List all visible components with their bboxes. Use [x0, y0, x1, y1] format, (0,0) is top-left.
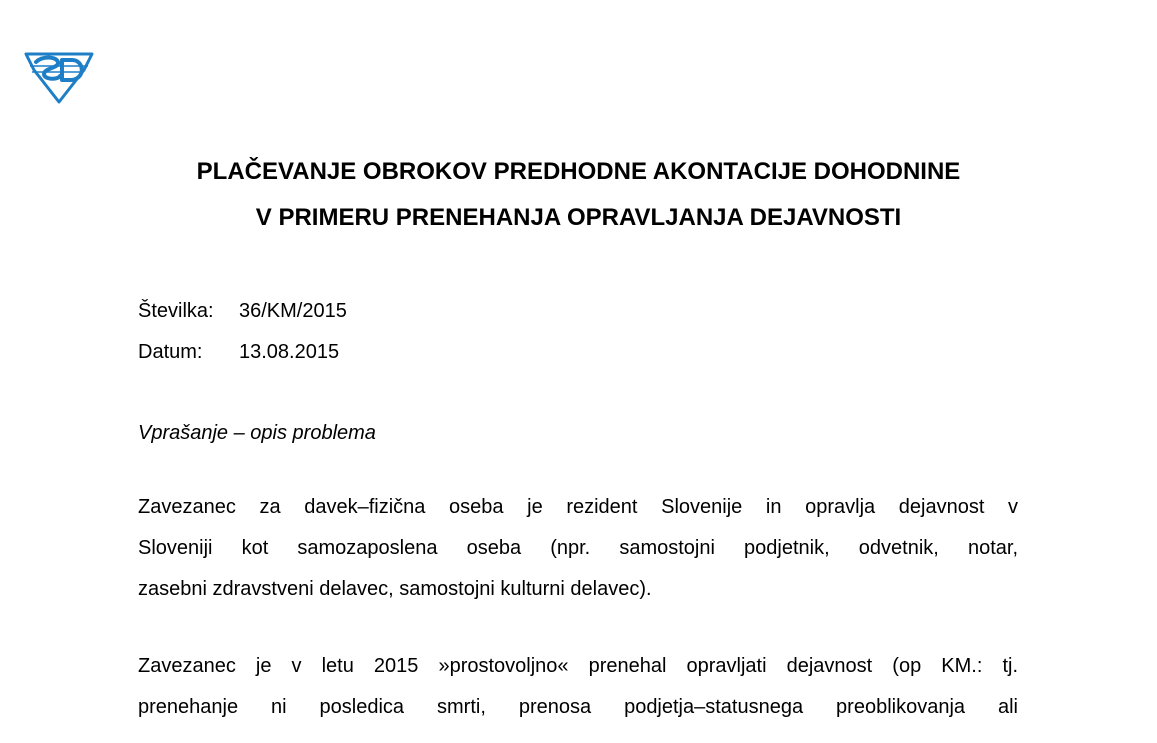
- section-heading: Vprašanje – opis problema: [138, 422, 376, 444]
- number-value: 36/KM/2015: [239, 300, 347, 322]
- document-number: [138, 300, 347, 323]
- paragraph-line: Zavezanec za davek–fizična oseba je rezident Slovenije in opravlja dejavnost v: [138, 496, 1018, 518]
- date-value: 13.08.2015: [239, 341, 340, 363]
- paragraph-line: zasebni zdravstveni delavec, samostojni kulturni delavec).: [138, 578, 652, 600]
- document-title-line-2: V PRIMERU PRENEHANJA OPRAVLJANJA DEJAVNOSTI: [255, 204, 902, 231]
- number-label: Številka:: [138, 300, 214, 322]
- paragraph-line: prenehanje ni posledica smrti, prenosa podjetja–statusnega preoblikovanja ali: [138, 696, 1018, 718]
- date-label: Datum:: [138, 341, 203, 363]
- paragraph-1: [138, 487, 1018, 610]
- document-date: [138, 341, 339, 364]
- paragraph-line: Zavezanec je v letu 2015 »prostovoljno« prenehal opravljati dejavnost (op KM.: tj.: [138, 655, 1018, 677]
- paragraph-line: Sloveniji kot samozaposlena oseba (npr. samostojni podjetnik, odvetnik, notar,: [138, 537, 1018, 559]
- paragraph-2: [138, 646, 1018, 728]
- document-title-line-1: PLAČEVANJE OBROKOV PREDHODNE AKONTACIJE DOHODNINE: [196, 158, 961, 185]
- company-logo-icon: [22, 48, 96, 104]
